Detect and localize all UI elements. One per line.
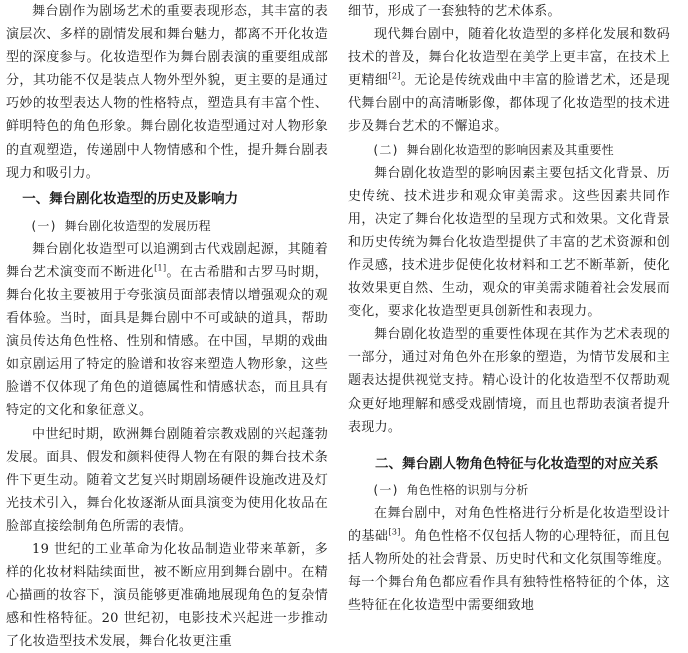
modern-paragraph [348, 23, 670, 138]
history-paragraph-1-text-a: 舞台剧化妆造型可以追溯到古代戏剧起源，其随着舞台艺术演变而不断进化 [6, 241, 328, 280]
factors-paragraph: 舞台剧化妆造型的影响因素主要包括文化背景、历史传统、技术进步和观众审美需求。这些因素共同作用，决定了舞台化妆造型的呈现方式和效果。文化背景和历史传统为舞台化妆造型提供了丰富的艺术资源和创作灵感，技术进步促使化妆材料和工艺不断革新，使化妆效果更自然、生动，观众的审美需求随着社会发展而变化，要求化妆造型更具创新性和表现力。 [348, 165, 670, 320]
section-heading-2: 二、舞台剧人物角色特征与化妆造型的对应关系 [375, 455, 659, 472]
importance-paragraph: 舞台剧化妆造型的重要性体现在其作为艺术表现的一部分，通过对角色外在形象的塑造，为情节发展和主题表达提供视觉支持。精心设计的化妆造型不仅帮助观众更好地理解和感受戏剧情境，而且也帮助表演者提升表现力。 [348, 327, 670, 435]
subsection-heading-1-2: (二) 舞台剧化妆造型的影响因素及其重要性 [372, 142, 614, 157]
modern-paragraph-text-a: 现代舞台剧中，随着化妆造型的多样化发展和数码技术的普及，舞台化妆造型在美学上更丰富，在技术上更精细 [348, 27, 670, 89]
history-paragraph-3: 19 世纪的工业革命为化妆品制造业带来革新，多样的化妆材料陆续面世，被不断应用到舞台剧中。在精心描画的妆容下，演员能够更准确地展现角色的复杂情感和性格特征。20 世纪初，电影技术兴起进一步推动了化妆造型技术发展，舞台化妆更注重 [6, 541, 328, 650]
history-paragraph-3-continued: 细节，形成了一套独特的艺术体系。 [348, 4, 561, 19]
character-paragraph [348, 502, 670, 617]
history-paragraph-1 [6, 238, 328, 423]
intro-paragraph: 舞台剧作为剧场艺术的重要表现形态，其丰富的表演层次、多样的剧情发展和舞台魅力，都离不开化妆造型的深度参与。化妆造型作为舞台剧表演的重要组成部分，其功能不仅是装点人物外型外貌，更主要的是通过巧妙的妆型表达人物的性格特点，塑造具有丰富个性、鲜明特色的角色形象。舞台剧化妆造型通过对人物形象的直观塑造，传递剧中人物情感和个性，提升舞台剧表现力和吸引力。 [6, 4, 328, 181]
modern-paragraph-text-b: 。无论是传统戏曲中丰富的脸谱艺术，还是现代舞台剧中的高清晰影像，都体现了化妆造型的技术进步及舞台艺术的不懈追求。 [348, 73, 670, 135]
citation-1: [1] [154, 263, 167, 273]
history-paragraph-1-text-b: 。在古希腊和古罗马时期，舞台化妆主要被用于夸张演员面部表情以增强观众的观看体验。当时，面具是舞台剧中不可或缺的道具，帮助演员传达角色性格、性别和情感。在中国，早期的戏曲如京剧运用了特定的脸谱和妆容来塑造人物形象，这些脸谱不仅体现了角色的道德属性和情感状态，而且具有特定的文化和象征意义。 [6, 264, 328, 419]
history-paragraph-2: 中世纪时期，欧洲舞台剧随着宗教戏剧的兴起蓬勃发展。面具、假发和颜料使得人物在有限的舞台技术条件下更生动。随着文艺复兴时期剧场硬件设施改进及灯光技术引入，舞台化妆逐渐从面具演变为使用化妆品在脸部直接绘制角色所需的表情。 [6, 426, 328, 534]
section-heading-1: 一、舞台剧化妆造型的历史及影响力 [22, 190, 239, 207]
subsection-heading-1-1: (一) 舞台剧化妆造型的发展历程 [30, 218, 211, 233]
character-paragraph-text-b: 。角色性格不仅包括人物的心理特征，而且包括人物所处的社会背景、历史时代和文化氛围等维度。每一个舞台角色都应看作具有独特性格特征的个体，这些特征在化妆造型中需要细致地 [348, 528, 670, 614]
right-column [348, 0, 670, 617]
character-paragraph-text-a: 在舞台剧中，对角色性格进行分析是化妆造型设计的基础 [348, 505, 670, 544]
left-column [6, 0, 328, 653]
citation-2: [2] [388, 71, 401, 81]
subsection-heading-2-1: (一) 角色性格的识别与分析 [372, 482, 529, 497]
citation-3: [3] [388, 527, 401, 537]
